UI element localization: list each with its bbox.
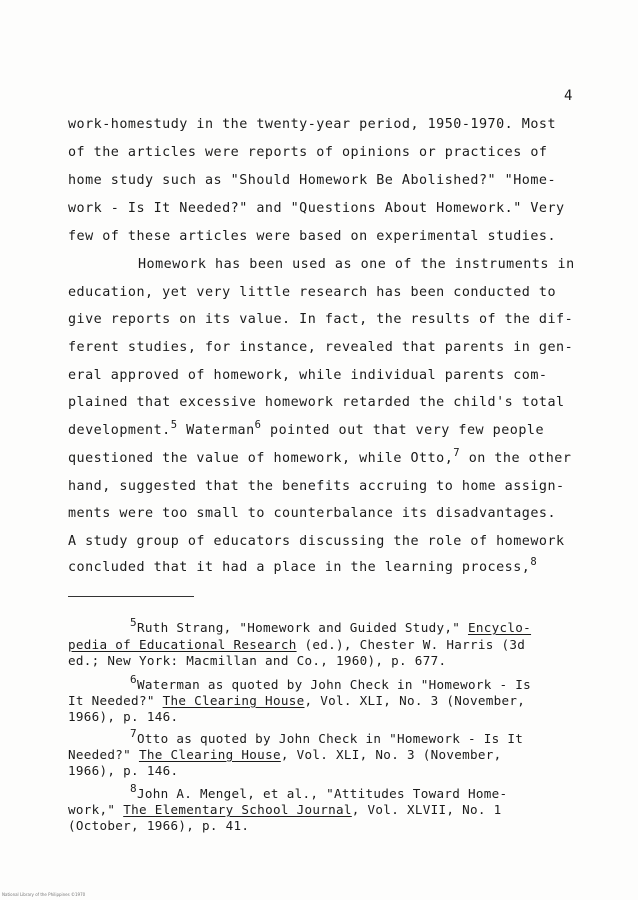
body-line: work-homestudy in the twenty-year period, 1950-1970. Most xyxy=(68,117,557,132)
footnote-line xyxy=(130,673,532,692)
footnote-line xyxy=(68,693,525,708)
footnote-line xyxy=(130,727,524,746)
body-text-run: on the other xyxy=(468,451,572,466)
body-line xyxy=(68,556,538,575)
body-line: ferent studies, for instance, revealed that parents in gen- xyxy=(68,340,574,355)
body-line: ments were too small to counterbalance its disadvantages. xyxy=(68,506,557,521)
footnote-ref: 5 xyxy=(170,419,178,431)
body-line: work - Is It Needed?" and "Questions About Homework." Very xyxy=(68,201,565,216)
footnote-line xyxy=(68,802,502,817)
body-line xyxy=(68,419,545,438)
footnote-text: Waterman as quoted by John Check in "Homework - Is xyxy=(136,677,532,692)
page-number: 4 xyxy=(564,88,573,104)
footnote-text: Needed?" xyxy=(68,747,139,762)
body-text-run: pointed out that very few people xyxy=(270,423,545,438)
footnote-text: work," xyxy=(68,802,124,817)
footnote-title: Encyclo- xyxy=(467,620,532,635)
body-line xyxy=(68,447,572,466)
footnote-number: 8 xyxy=(130,782,137,795)
footnote-line xyxy=(130,782,508,801)
body-text-run: Waterman xyxy=(186,423,255,438)
footnote-line: ed.; New York: Macmillan and Co., 1960), p. 677. xyxy=(68,653,447,668)
body-line: eral approved of homework, while individual parents com- xyxy=(68,368,548,383)
footnote-line: 1966), p. 146. xyxy=(68,763,179,778)
footnote-text: (ed.), Chester W. Harris (3d xyxy=(296,637,526,652)
footnote-ref: 6 xyxy=(254,419,262,431)
footnote-text: , Vol. XLI, No. 3 (November, xyxy=(304,693,526,708)
body-line: Homework has been used as one of the instruments in xyxy=(138,257,575,272)
footnote-title: The Elementary School Journal xyxy=(123,802,352,817)
footnote-number: 6 xyxy=(130,673,137,686)
footnote-text: Otto as quoted by John Check in "Homework - Is It xyxy=(136,731,524,746)
footnote-text: , Vol. XLVII, No. 1 xyxy=(351,802,502,817)
body-line: of the articles were reports of opinions or practices of xyxy=(68,145,548,160)
body-line: few of these articles were based on experimental studies. xyxy=(68,229,557,244)
footnote-line xyxy=(68,637,525,652)
body-line: home study such as "Should Homework Be Abolished?" "Home- xyxy=(68,173,557,188)
footnote-number: 7 xyxy=(130,727,137,740)
footnote-ref: 8 xyxy=(530,556,538,568)
footnote-text: , Vol. XLI, No. 3 (November, xyxy=(280,747,502,762)
body-text-run: concluded that it had a place in the learning process, xyxy=(68,560,531,575)
body-line: plained that excessive homework retarded the child's total xyxy=(68,395,565,410)
footnote-title: The Clearing House xyxy=(138,747,281,762)
footnote-line xyxy=(130,616,532,635)
footnote-line xyxy=(68,747,502,762)
footnote-line: 1966), p. 146. xyxy=(68,709,179,724)
footnote-ref: 7 xyxy=(453,447,461,459)
footnote-text: Ruth Strang, "Homework and Guided Study," xyxy=(136,620,468,635)
footnote-line: (October, 1966), p. 41. xyxy=(68,818,250,833)
body-line: give reports on its value. In fact, the results of the dif- xyxy=(68,312,574,327)
library-stamp: National Library of the Philippines ©1970 xyxy=(2,892,86,897)
body-text-run: development. xyxy=(68,423,171,438)
body-text-run: questioned the value of homework, while Otto, xyxy=(68,451,454,466)
body-line: A study group of educators discussing the role of homework xyxy=(68,534,565,549)
body-line: hand, suggested that the benefits accruing to home assign- xyxy=(68,479,565,494)
footnote-title: pedia of Educational Research xyxy=(68,637,297,652)
footnote-title: The Clearing House xyxy=(162,693,305,708)
footnote-number: 5 xyxy=(130,616,137,629)
footnote-text: John A. Mengel, et al., "Attitudes Toward Home- xyxy=(136,786,508,801)
body-line: education, yet very little research has been conducted to xyxy=(68,285,557,300)
footnote-divider xyxy=(68,596,194,597)
footnote-text: It Needed?" xyxy=(68,693,163,708)
